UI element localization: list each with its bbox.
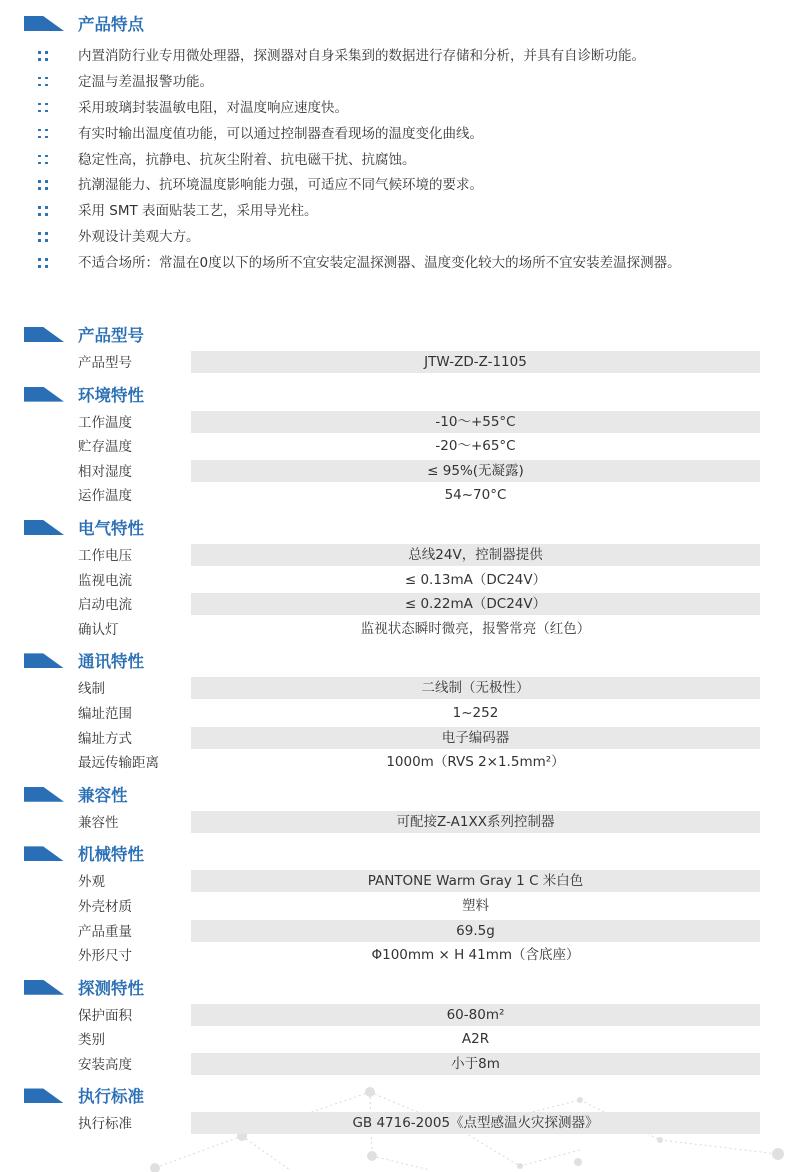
spec-value: 二线制（无极性） — [191, 677, 760, 699]
section-marker-icon — [24, 787, 64, 802]
bullet-icon — [38, 155, 50, 167]
spec-label: 类别 — [78, 1032, 105, 1049]
spec-label: 监视电流 — [78, 572, 132, 589]
bullet-icon — [38, 180, 50, 192]
feature-item — [0, 151, 805, 177]
feature-text: 定温与差温报警功能。 — [78, 73, 213, 90]
spec-row — [0, 459, 805, 484]
feature-text: 采用玻璃封装温敏电阻，对温度响应速度快。 — [78, 99, 348, 116]
spec-value: 1000m（RVS 2×1.5mm²） — [191, 751, 760, 773]
section-marker-icon — [24, 1088, 64, 1103]
section-header — [0, 650, 805, 676]
spec-label: 运作温度 — [78, 488, 132, 505]
spec-row — [0, 1027, 805, 1052]
spec-value: 54~70°C — [191, 484, 760, 506]
spec-value: Φ100mm × H 41mm（含底座） — [191, 944, 760, 966]
spec-section — [0, 384, 805, 508]
section-marker-icon — [24, 980, 64, 995]
feature-text: 稳定性高，抗静电、抗灰尘附着、抗电磁干扰、抗腐蚀。 — [78, 151, 416, 168]
section-title: 兼容性 — [78, 785, 128, 805]
spec-value: 总线24V，控制器提供 — [191, 544, 760, 566]
spec-row — [0, 750, 805, 775]
section-marker-icon — [24, 327, 64, 342]
section-header — [0, 1085, 805, 1111]
spec-label: 线制 — [78, 681, 105, 698]
spec-label: 执行标准 — [78, 1116, 132, 1133]
section-header — [0, 324, 805, 350]
spec-label: 产品重量 — [78, 923, 132, 940]
spec-value: 60-80m² — [191, 1004, 760, 1026]
section-marker-icon — [24, 16, 64, 31]
spec-section — [0, 1085, 805, 1136]
spec-section — [0, 843, 805, 967]
section-title: 产品型号 — [78, 326, 144, 345]
spec-row — [0, 617, 805, 642]
spec-value: ≤ 95%(无凝露) — [191, 460, 760, 482]
section-title: 环境特性 — [78, 385, 144, 405]
spec-section — [0, 977, 805, 1077]
spec-section — [0, 784, 805, 835]
feature-item — [0, 99, 805, 125]
section-title: 机械特性 — [78, 845, 144, 865]
spec-value: 小于8m — [191, 1053, 760, 1075]
spec-row — [0, 410, 805, 435]
spec-label: 安装高度 — [78, 1056, 132, 1073]
spec-label: 外壳材质 — [78, 898, 132, 915]
spec-label: 编址方式 — [78, 730, 132, 747]
section-header-features — [0, 13, 805, 39]
bullet-icon — [38, 232, 50, 244]
section-title: 电气特性 — [78, 518, 144, 538]
feature-text: 采用 SMT 表面贴装工艺，采用导光柱。 — [78, 203, 318, 220]
bullet-icon — [38, 206, 50, 218]
section-marker-icon — [24, 387, 64, 402]
feature-text: 外观设计美观大方。 — [78, 229, 200, 246]
spec-value: 电子编码器 — [191, 727, 760, 749]
feature-item — [0, 73, 805, 99]
spec-value: ≤ 0.22mA（DC24V） — [191, 593, 760, 615]
section-header — [0, 517, 805, 543]
bullet-icon — [38, 103, 50, 115]
spec-label: 工作温度 — [78, 414, 132, 431]
feature-item — [0, 47, 805, 73]
feature-text: 不适合场所：常温在0度以下的场所不宜安装定温探测器、温度变化较大的场所不宜安装差温探测器。 — [78, 255, 681, 272]
spec-row — [0, 592, 805, 617]
spec-table — [0, 324, 805, 1145]
feature-text: 内置消防行业专用微处理器，探测器对自身采集到的数据进行存储和分析，并具有自诊断功能。 — [78, 48, 645, 64]
spec-label: 确认灯 — [78, 621, 119, 638]
feature-item — [0, 228, 805, 254]
feature-item — [0, 202, 805, 228]
spec-label: 外观 — [78, 874, 105, 891]
spec-label: 保护面积 — [78, 1007, 132, 1024]
spec-row — [0, 350, 805, 375]
spec-section — [0, 324, 805, 375]
bullet-icon — [38, 51, 50, 63]
feature-text: 有实时输出温度值功能，可以通过控制器查看现场的温度变化曲线。 — [78, 125, 483, 142]
spec-value: 监视状态瞬时微亮，报警常亮（红色） — [191, 618, 760, 640]
section-title: 探测特性 — [78, 978, 144, 998]
spec-label: 启动电流 — [78, 597, 132, 614]
section-title: 执行标准 — [78, 1087, 144, 1107]
bullet-icon — [38, 258, 50, 270]
spec-row — [0, 894, 805, 919]
spec-value: 1~252 — [191, 702, 760, 724]
spec-section — [0, 517, 805, 641]
spec-value: 69.5g — [191, 920, 760, 942]
spec-row — [0, 568, 805, 593]
spec-value: GB 4716-2005《点型感温火灾探测器》 — [191, 1112, 760, 1134]
section-title-features: 产品特点 — [78, 15, 144, 34]
spec-label: 兼容性 — [78, 814, 119, 831]
section-header — [0, 843, 805, 869]
spec-value: JTW-ZD-Z-1105 — [191, 351, 760, 373]
spec-label: 贮存温度 — [78, 439, 132, 456]
feature-item — [0, 176, 805, 202]
spec-value: -20～+65°C — [191, 435, 760, 457]
feature-item — [0, 254, 805, 280]
spec-value: -10～+55°C — [191, 411, 760, 433]
section-header — [0, 784, 805, 810]
feature-text: 抗潮湿能力、抗环境温度影响能力强，可适应不同气候环境的要求。 — [78, 177, 483, 194]
spec-row — [0, 919, 805, 944]
spec-row — [0, 543, 805, 568]
bullet-icon — [38, 77, 50, 89]
spec-label: 产品型号 — [78, 355, 132, 371]
spec-label: 最远传输距离 — [78, 755, 159, 772]
bullet-icon — [38, 129, 50, 141]
section-marker-icon — [24, 520, 64, 535]
spec-row — [0, 810, 805, 835]
spec-value: 可配接Z-A1XX系列控制器 — [191, 811, 760, 833]
spec-row — [0, 483, 805, 508]
spec-row — [0, 726, 805, 751]
spec-label: 外形尺寸 — [78, 948, 132, 965]
spec-section — [0, 650, 805, 774]
spec-row — [0, 943, 805, 968]
spec-row — [0, 676, 805, 701]
section-header — [0, 384, 805, 410]
spec-label: 编址范围 — [78, 705, 132, 722]
spec-value: PANTONE Warm Gray 1 C 米白色 — [191, 870, 760, 892]
features-list — [0, 47, 805, 280]
feature-item — [0, 125, 805, 151]
spec-row — [0, 1111, 805, 1136]
spec-row — [0, 869, 805, 894]
spec-row — [0, 434, 805, 459]
section-title: 通讯特性 — [78, 652, 144, 672]
spec-label: 工作电压 — [78, 547, 132, 564]
spec-value: ≤ 0.13mA（DC24V） — [191, 569, 760, 591]
spec-value: A2R — [191, 1028, 760, 1050]
spec-row — [0, 1052, 805, 1077]
spec-label: 相对湿度 — [78, 463, 132, 480]
section-marker-icon — [24, 653, 64, 668]
spec-value: 塑料 — [191, 895, 760, 917]
spec-row — [0, 1003, 805, 1028]
spec-row — [0, 701, 805, 726]
section-marker-icon — [24, 846, 64, 861]
features-block — [0, 13, 805, 280]
section-header — [0, 977, 805, 1003]
